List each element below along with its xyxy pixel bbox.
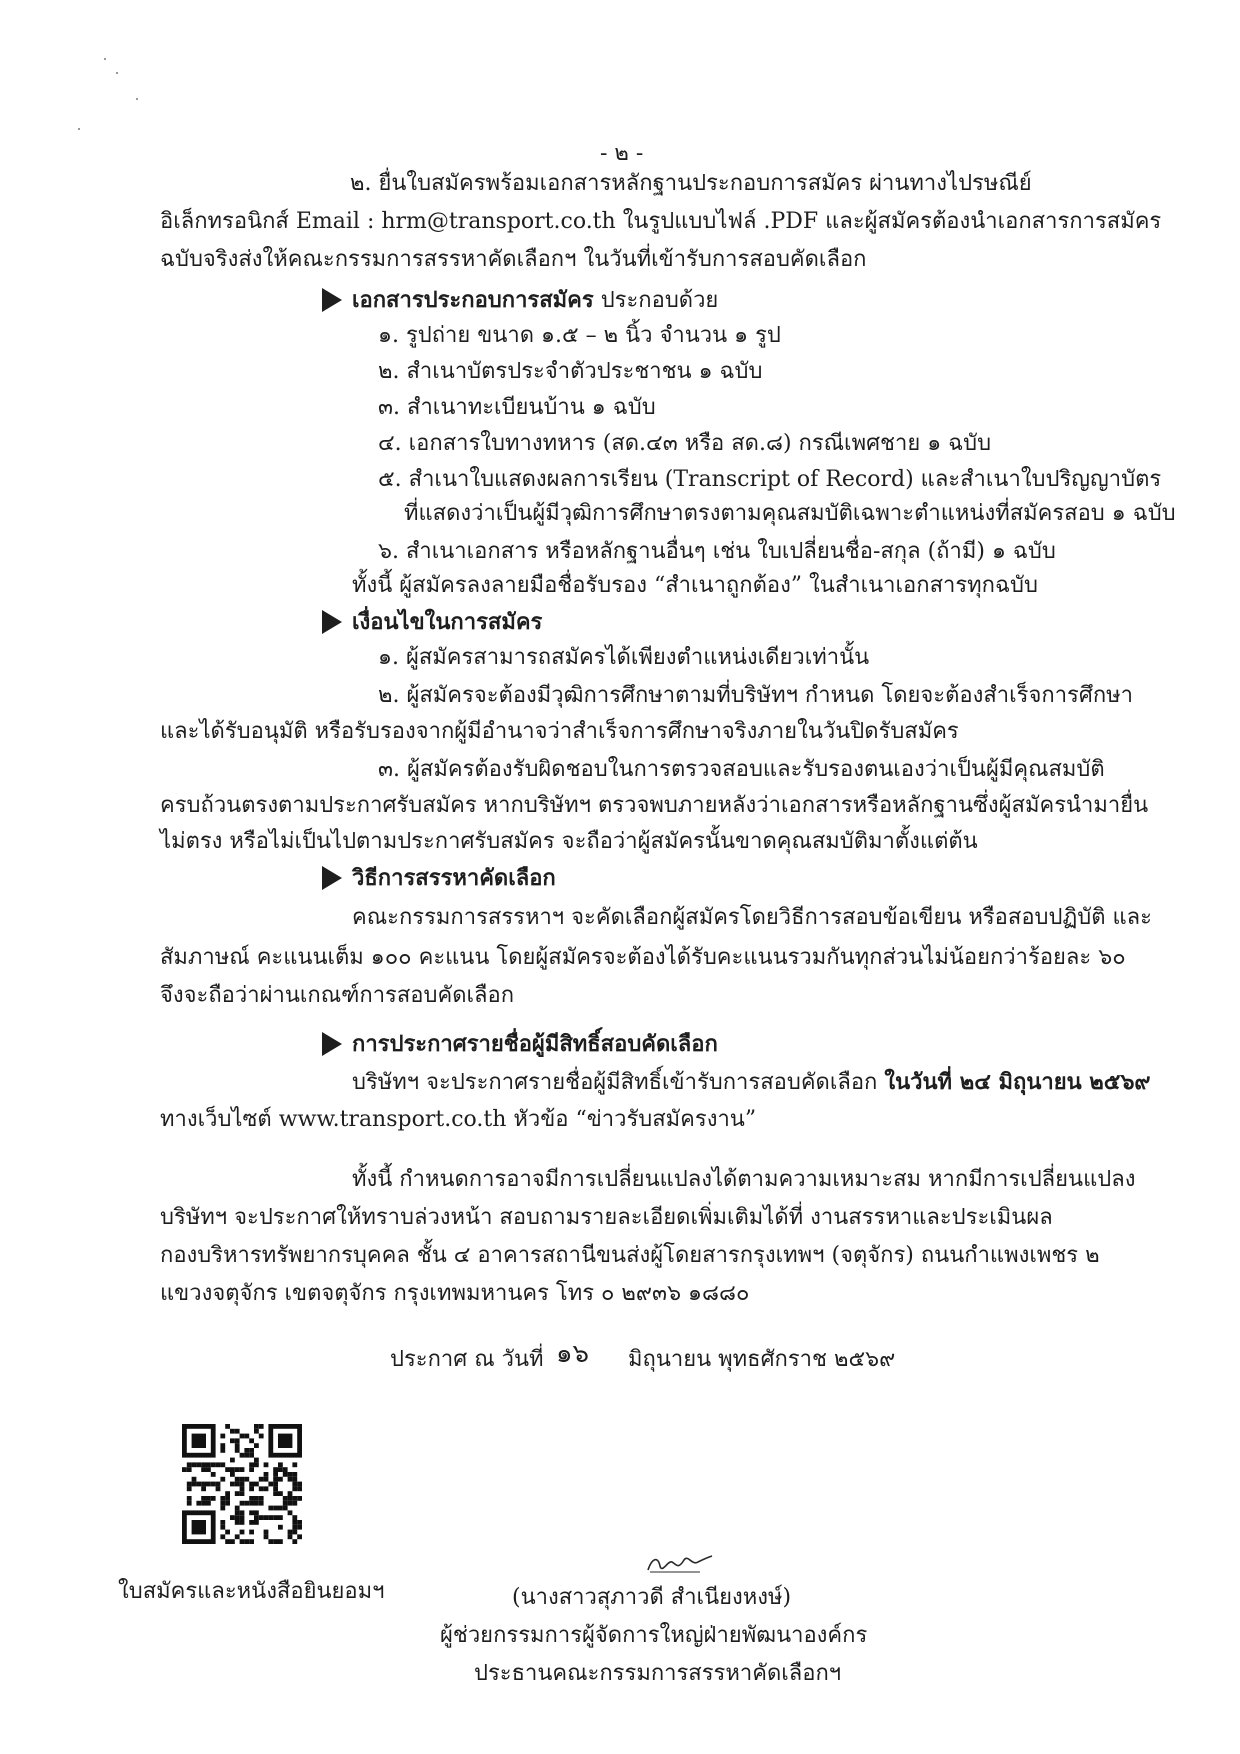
document-item: ๕. สำเนาใบแสดงผลการเรียน (Transcript of Record) และสำเนาใบปริญญาบัตร [378, 467, 1162, 492]
document-item-continued: ที่แสดงว่าเป็นผู้มีวุฒิการศึกษาตรงตามคุณสมบัติเฉพาะตำแหน่งที่สมัครสอบ ๑ ฉบับ [404, 501, 1176, 526]
scan-speck [104, 58, 106, 60]
closing-text: กองบริหารทรัพยากรบุคคล ชั้น ๔ อาคารสถานีขนส่งผู้โดยสารกรุงเทพฯ (จตุจักร) ถนนกำแพงเพชร ๒ [160, 1243, 1100, 1268]
conditions-heading: เงื่อนไขในการสมัคร [352, 609, 543, 635]
selection-text: สัมภาษณ์ คะแนนเต็ม ๑๐๐ คะแนน โดยผู้สมัครจะต้องได้รับคะแนนรวมกันทุกส่วนไม่น้อยกว่าร้อยละ ๖๐ [160, 945, 1126, 970]
documents-note: ทั้งนี้ ผู้สมัครลงลายมือชื่อรับรอง “สำเนาถูกต้อง” ในสำเนาเอกสารทุกฉบับ [352, 573, 1038, 598]
condition-item-continued: และได้รับอนุมัติ หรือรับรองจากผู้มีอำนาจว่าสำเร็จการศึกษาจริงภายในวันปิดรับสมัคร [160, 719, 959, 744]
selection-heading: วิธีการสรรหาคัดเลือก [352, 865, 556, 891]
documents-heading-bold: เอกสารประกอบการสมัคร [352, 287, 594, 313]
date-prefix: ประกาศ ณ วันที่ [390, 1347, 544, 1372]
date-day: ๑๖ [556, 1339, 590, 1369]
intro-line-2: อิเล็กทรอนิกส์ Email : hrm@transport.co.th ในรูปแบบไฟล์ .PDF และผู้สมัครต้องนำเอกสารการสมัคร [160, 209, 1162, 234]
condition-item: ๑. ผู้สมัครสามารถสมัครได้เพียงตำแหน่งเดียวเท่านั้น [378, 645, 870, 670]
signer-position: ผู้ช่วยกรรมการผู้จัดการใหญ่ฝ่ายพัฒนาองค์กร [440, 1623, 868, 1648]
announcement-text [352, 1066, 1151, 1099]
document-item: ๑. รูปถ่าย ขนาด ๑.๕ – ๒ นิ้ว จำนวน ๑ รูป [378, 323, 781, 348]
date-suffix: มิถุนายน พุทธศักราช ๒๕๖๙ [628, 1347, 896, 1372]
scan-speck [136, 98, 138, 100]
page-number: - ๒ - [600, 141, 644, 166]
closing-text: ทั้งนี้ กำหนดการอาจมีการเปลี่ยนแปลงได้ตามความเหมาะสม หากมีการเปลี่ยนแปลง [352, 1167, 1136, 1192]
document-item: ๓. สำเนาทะเบียนบ้าน ๑ ฉบับ [378, 395, 656, 420]
qr-caption: ใบสมัครและหนังสือยินยอมฯ [118, 1579, 385, 1604]
condition-item-continued: ไม่ตรง หรือไม่เป็นไปตามประกาศรับสมัคร จะถือว่าผู้สมัครนั้นขาดคุณสมบัติมาตั้งแต่ต้น [160, 829, 978, 854]
document-item: ๔. เอกสารใบทางทหาร (สด.๔๓ หรือ สด.๘) กรณีเพศชาย ๑ ฉบับ [378, 431, 992, 456]
signer-role: ประธานคณะกรรมการสรรหาคัดเลือกฯ [474, 1661, 842, 1686]
documents-heading [352, 284, 718, 317]
arrow-bullet-icon [322, 1032, 342, 1056]
signature-icon [640, 1548, 720, 1578]
selection-text: คณะกรรมการสรรหาฯ จะคัดเลือกผู้สมัครโดยวิธีการสอบข้อเขียน หรือสอบปฏิบัติ และ [352, 905, 1152, 930]
arrow-bullet-icon [322, 866, 342, 890]
documents-heading-rest: ประกอบด้วย [593, 288, 719, 313]
selection-text: จึงจะถือว่าผ่านเกณฑ์การสอบคัดเลือก [160, 983, 515, 1008]
document-item: ๖. สำเนาเอกสาร หรือหลักฐานอื่นๆ เช่น ใบเปลี่ยนชื่อ-สกุล (ถ้ามี) ๑ ฉบับ [378, 539, 1056, 564]
condition-item: ๒. ผู้สมัครจะต้องมีวุฒิการศึกษาตามที่บริษัทฯ กำหนด โดยจะต้องสำเร็จการศึกษา [378, 683, 1134, 708]
document-item: ๒. สำเนาบัตรประจำตัวประชาชน ๑ ฉบับ [378, 359, 763, 384]
intro-line-3: ฉบับจริงส่งให้คณะกรรมการสรรหาคัดเลือกฯ ในวันที่เข้ารับการสอบคัดเลือก [160, 247, 867, 272]
announcement-date: ในวันที่ ๒๔ มิถุนายน ๒๕๖๙ [884, 1069, 1151, 1095]
intro-line-1: ๒. ยื่นใบสมัครพร้อมเอกสารหลักฐานประกอบการสมัคร ผ่านทางไปรษณีย์ [350, 171, 1032, 196]
closing-text: บริษัทฯ จะประกาศให้ทราบล่วงหน้า สอบถามรายละเอียดเพิ่มเติมได้ที่ งานสรรหาและประเมินผล [160, 1205, 1053, 1230]
condition-item: ๓. ผู้สมัครต้องรับผิดชอบในการตรวจสอบและรับรองตนเองว่าเป็นผู้มีคุณสมบัติ [378, 757, 1105, 782]
arrow-bullet-icon [322, 288, 342, 312]
announcement-text: ทางเว็บไซต์ www.transport.co.th หัวข้อ “ข่าวรับสมัครงาน” [160, 1107, 757, 1132]
condition-item-continued: ครบถ้วนตรงตามประกาศรับสมัคร หากบริษัทฯ ตรวจพบภายหลังว่าเอกสารหรือหลักฐานซึ่งผู้สมัครนำมายื่น [160, 793, 1149, 818]
announcement-text-normal: บริษัทฯ จะประกาศรายชื่อผู้มีสิทธิ์เข้ารับการสอบคัดเลือก [352, 1070, 885, 1095]
announcement-heading: การประกาศรายชื่อผู้มีสิทธิ์สอบคัดเลือก [352, 1031, 718, 1057]
closing-text: แขวงจตุจักร เขตจตุจักร กรุงเทพมหานคร โทร ๐ ๒๙๓๖ ๑๘๘๐ [160, 1281, 750, 1306]
scan-speck [116, 72, 118, 74]
qr-code-icon[interactable] [182, 1424, 302, 1544]
signer-name: (นางสาวสุภาวดี สำเนียงหงษ์) [512, 1585, 792, 1610]
scan-speck [78, 128, 80, 130]
arrow-bullet-icon [322, 610, 342, 634]
